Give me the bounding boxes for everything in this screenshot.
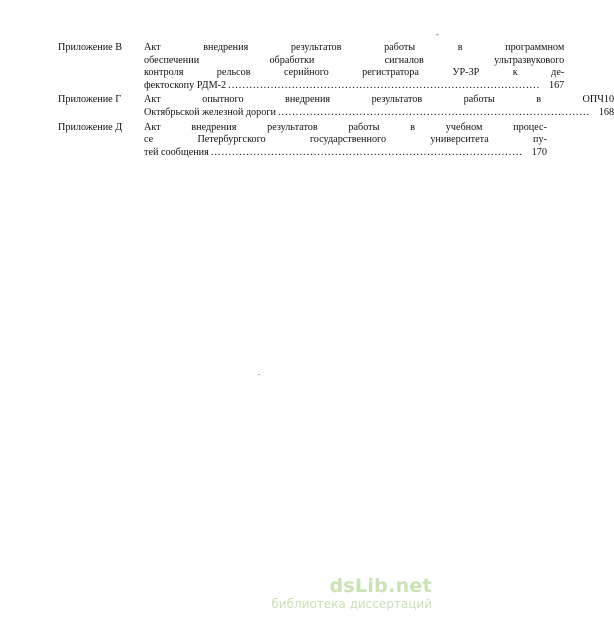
toc-entry-label: Приложение Д <box>58 121 123 133</box>
toc-entry-line-end: Октябрьской железной дороги <box>144 106 276 118</box>
toc-entry-line: Акт внедрения результатов работы в программном <box>144 42 565 53</box>
toc-entry-last-line <box>144 80 564 93</box>
watermark-subtitle: библиотека диссертаций <box>271 597 432 611</box>
toc-entry-appendix-d <box>58 121 547 160</box>
dot-leader: ........................................................................................ <box>277 106 591 118</box>
toc-entry-label: Приложение Г <box>58 94 122 106</box>
toc-entry-line: Акт опытного внедрения результатов работы в ОПЧ10 <box>144 94 614 106</box>
toc-entry-line-end: тей сообщения <box>144 146 209 158</box>
scan-mark-center: . <box>258 368 260 377</box>
toc-entry-text <box>144 122 547 160</box>
toc-entry-appendix-v <box>58 42 565 92</box>
toc-entry-text <box>144 94 614 119</box>
toc-entry-text <box>144 42 564 92</box>
watermark-logo: dsLib.net <box>329 575 432 597</box>
toc-entry-line: Акт внедрения результатов работы в учебном процес- <box>144 121 547 133</box>
watermark <box>271 575 432 611</box>
table-of-contents <box>58 42 614 161</box>
toc-entry-last-line <box>144 107 614 120</box>
scan-mark-top-right: - <box>436 30 439 39</box>
toc-page-number: 168 <box>598 106 614 118</box>
toc-entry-label: Приложение В <box>58 42 123 53</box>
dot-leader: ........................................................................................ <box>228 79 541 91</box>
toc-page-number: 167 <box>548 79 565 91</box>
toc-entry-line: се Петербургского государственного университета пу- <box>144 134 547 146</box>
toc-entry-line: обеспечении обработки сигналов ультразвукового <box>144 54 565 66</box>
toc-entry-appendix-g <box>58 94 614 119</box>
toc-page-number: 170 <box>531 146 547 158</box>
toc-entry-line: контроля рельсов серийного регистратора УР-3Р к де- <box>144 67 565 79</box>
dot-leader: ........................................................................................ <box>210 146 523 158</box>
toc-entry-line-end: фектоскопу РДМ-2 <box>144 79 227 91</box>
toc-entry-last-line <box>144 147 547 160</box>
